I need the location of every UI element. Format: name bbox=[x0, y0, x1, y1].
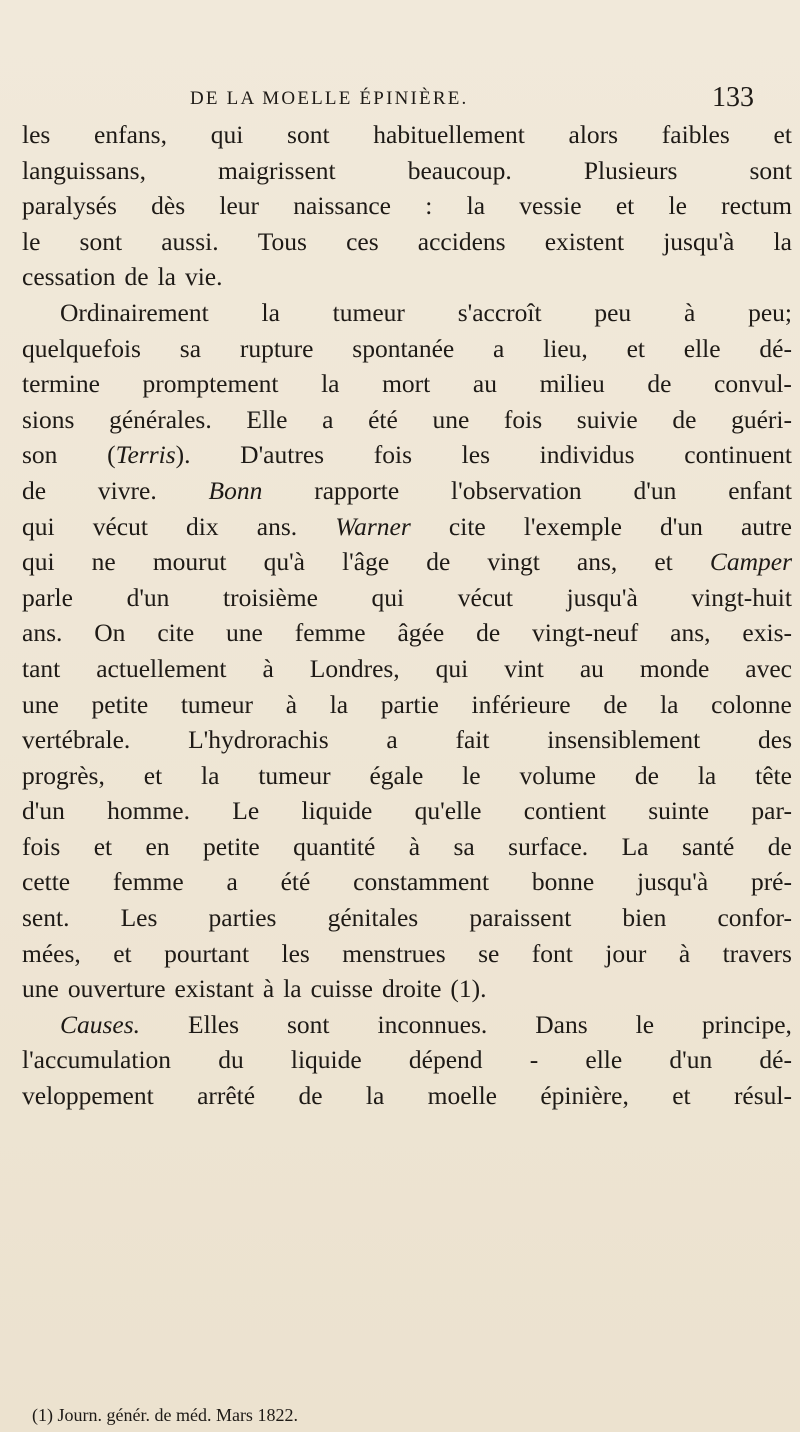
word: : bbox=[425, 191, 433, 221]
word: de bbox=[672, 404, 697, 434]
word: une bbox=[22, 974, 59, 1004]
word: se bbox=[478, 938, 500, 968]
author-name-camper: Camper bbox=[709, 547, 792, 577]
word: sont bbox=[749, 155, 792, 185]
word: santé bbox=[681, 831, 735, 861]
word: liquide bbox=[290, 1045, 362, 1075]
word: peu; bbox=[748, 297, 792, 327]
word: et bbox=[773, 120, 792, 149]
word: habituellement bbox=[373, 120, 525, 149]
word: L'hydrorachis bbox=[188, 725, 329, 755]
word: vécut bbox=[92, 511, 148, 541]
word: la bbox=[321, 369, 340, 399]
text-line bbox=[22, 722, 792, 758]
word: la bbox=[660, 689, 679, 719]
running-title: DE LA MOELLE ÉPINIÈRE. bbox=[190, 88, 469, 109]
word: bien bbox=[622, 903, 667, 933]
word: existent bbox=[544, 226, 625, 256]
text-line bbox=[22, 971, 792, 1007]
word: ). bbox=[175, 440, 191, 470]
word: qui bbox=[210, 120, 244, 149]
author-name-terris: Terris bbox=[115, 440, 176, 470]
word: d'un bbox=[22, 796, 65, 826]
word: confor- bbox=[717, 903, 792, 933]
citation bbox=[107, 437, 190, 473]
word: une bbox=[22, 689, 59, 719]
word: qui bbox=[435, 653, 469, 683]
word: vie. bbox=[184, 262, 223, 292]
word: fois bbox=[22, 831, 61, 861]
word: ans, bbox=[670, 618, 711, 648]
word: a bbox=[386, 725, 398, 755]
word: générales. bbox=[109, 404, 212, 434]
word: été bbox=[368, 404, 398, 434]
word: âgée bbox=[397, 618, 445, 648]
word: s'accroît bbox=[457, 297, 542, 327]
word: monde bbox=[639, 653, 710, 683]
word: bonne bbox=[531, 867, 595, 897]
word: contient bbox=[523, 796, 606, 826]
text-line bbox=[22, 864, 792, 900]
word: suinte bbox=[648, 796, 710, 826]
word: fois bbox=[373, 440, 412, 470]
text-line bbox=[22, 188, 792, 224]
word: qu'elle bbox=[414, 796, 482, 826]
word: sions bbox=[22, 404, 75, 434]
word: quantité bbox=[293, 831, 376, 861]
word: jusqu'à bbox=[636, 867, 709, 897]
word: à bbox=[678, 938, 691, 968]
word: petite bbox=[203, 831, 260, 861]
word: l'exemple bbox=[523, 511, 622, 541]
word: vessie bbox=[519, 191, 582, 221]
word: individus bbox=[539, 440, 635, 470]
text-line bbox=[22, 437, 792, 473]
word: sent. bbox=[22, 903, 70, 933]
text-line bbox=[22, 1042, 792, 1078]
word: de bbox=[22, 475, 47, 505]
word: d'un bbox=[126, 582, 170, 612]
word: D'autres bbox=[240, 440, 325, 470]
word: la bbox=[365, 1081, 385, 1111]
text-line bbox=[22, 295, 792, 331]
word: cessation bbox=[22, 262, 116, 292]
word: a bbox=[226, 867, 238, 897]
word: faibles bbox=[661, 120, 730, 149]
word: petite bbox=[91, 689, 149, 719]
section-heading-causes: Causes. bbox=[60, 1009, 141, 1039]
word: a bbox=[322, 404, 334, 434]
word: la bbox=[329, 689, 349, 719]
word: Ordinairement bbox=[60, 297, 209, 327]
word: une bbox=[226, 618, 263, 648]
word: le bbox=[635, 1009, 655, 1039]
word: existant bbox=[174, 974, 254, 1004]
word: font bbox=[531, 938, 573, 968]
word: aussi. bbox=[161, 226, 219, 256]
footnote-reference: (1). bbox=[450, 974, 487, 1004]
body-text bbox=[22, 117, 792, 1114]
word: colonne bbox=[711, 689, 792, 719]
word: et bbox=[672, 1081, 691, 1111]
word: ( bbox=[107, 440, 116, 470]
word: parties bbox=[208, 903, 277, 933]
word: tumeur bbox=[180, 689, 254, 719]
text-line bbox=[22, 509, 792, 545]
word: son bbox=[22, 440, 58, 470]
word: et bbox=[113, 938, 132, 968]
word: l'observation bbox=[451, 475, 582, 505]
word: a bbox=[493, 333, 505, 363]
text-line bbox=[22, 259, 792, 295]
word: à bbox=[262, 974, 275, 1004]
word: sont bbox=[79, 226, 123, 256]
word: dé- bbox=[759, 333, 792, 363]
word: moelle bbox=[427, 1081, 497, 1111]
word: qui bbox=[22, 547, 55, 577]
word: femme bbox=[294, 618, 366, 648]
word: promptement bbox=[142, 369, 279, 399]
word: Plusieurs bbox=[583, 155, 678, 185]
word: mourut bbox=[152, 547, 227, 577]
word: et bbox=[654, 547, 673, 577]
text-line bbox=[22, 615, 792, 651]
word: génitales bbox=[327, 903, 419, 933]
word: Le bbox=[232, 796, 260, 826]
word: cite bbox=[157, 618, 195, 648]
word: l'accumulation bbox=[22, 1045, 172, 1075]
word: ans, bbox=[576, 547, 618, 577]
word: les bbox=[281, 938, 310, 968]
word: de bbox=[298, 1081, 323, 1111]
word: guéri- bbox=[731, 404, 792, 434]
word: dépend bbox=[408, 1045, 483, 1075]
word: milieu bbox=[539, 369, 605, 399]
word: ouverture bbox=[67, 974, 166, 1004]
word: naissance bbox=[293, 191, 392, 221]
text-line bbox=[22, 366, 792, 402]
word: dé- bbox=[759, 1045, 792, 1075]
word: qu'à bbox=[263, 547, 305, 577]
word: la bbox=[773, 226, 792, 256]
word: vint bbox=[504, 653, 544, 683]
word: jusqu'à bbox=[663, 226, 735, 256]
word: au bbox=[579, 653, 604, 683]
word: et bbox=[615, 191, 635, 221]
word: sa bbox=[453, 831, 475, 861]
word: quelquefois bbox=[22, 333, 141, 363]
page-number: 133 bbox=[712, 82, 754, 113]
word: rapporte bbox=[314, 475, 400, 505]
word: la bbox=[697, 760, 717, 790]
word: les bbox=[22, 120, 51, 149]
word: à bbox=[262, 653, 274, 683]
word: une bbox=[432, 404, 470, 434]
word: cuisse bbox=[310, 974, 373, 1004]
word: inconnues. bbox=[377, 1009, 488, 1039]
word: cite bbox=[448, 511, 486, 541]
word: mort bbox=[382, 369, 431, 399]
word: sont bbox=[287, 120, 330, 149]
text-line bbox=[22, 651, 792, 687]
word: vingt bbox=[487, 547, 540, 577]
word: elle bbox=[585, 1045, 623, 1075]
word: leur bbox=[219, 191, 260, 221]
word: beaucoup. bbox=[407, 155, 512, 185]
word: tumeur bbox=[332, 297, 405, 327]
word: des bbox=[758, 725, 792, 755]
author-name-bonn: Bonn bbox=[208, 475, 263, 505]
word: surface. bbox=[508, 831, 589, 861]
word: vécut bbox=[457, 582, 513, 612]
word: à bbox=[683, 297, 696, 327]
word: rupture bbox=[239, 333, 314, 363]
word: La bbox=[621, 831, 649, 861]
word: accidens bbox=[417, 226, 506, 256]
word: constamment bbox=[353, 867, 490, 897]
word: continuent bbox=[684, 440, 792, 470]
word: inférieure bbox=[471, 689, 571, 719]
text-line bbox=[22, 402, 792, 438]
word: cette bbox=[22, 867, 71, 897]
text-line bbox=[22, 117, 792, 153]
word: menstrues bbox=[342, 938, 446, 968]
text-line bbox=[22, 687, 792, 723]
word: de bbox=[426, 547, 451, 577]
word: ces bbox=[346, 226, 379, 256]
word: en bbox=[145, 831, 170, 861]
word: tant bbox=[22, 653, 61, 683]
text-line bbox=[22, 544, 792, 580]
word: vingt-neuf bbox=[532, 618, 639, 648]
word: enfans, bbox=[94, 120, 167, 149]
word: - bbox=[529, 1045, 539, 1075]
word: d'un bbox=[660, 511, 703, 541]
word: exis- bbox=[742, 618, 792, 648]
word: d'un bbox=[633, 475, 677, 505]
word: Tous bbox=[257, 226, 307, 256]
word: pourtant bbox=[164, 938, 250, 968]
text-line bbox=[22, 936, 792, 972]
word: liquide bbox=[301, 796, 373, 826]
word: rectum bbox=[721, 191, 792, 221]
running-head bbox=[0, 82, 800, 118]
word: droite bbox=[381, 974, 442, 1004]
word: par- bbox=[751, 796, 792, 826]
word: On bbox=[94, 618, 126, 648]
word: sa bbox=[179, 333, 202, 363]
word: veloppement bbox=[22, 1081, 154, 1111]
word: Les bbox=[120, 903, 158, 933]
word: le bbox=[462, 760, 481, 790]
word: sont bbox=[287, 1009, 330, 1039]
word: paraissent bbox=[469, 903, 572, 933]
word: d'un bbox=[669, 1045, 713, 1075]
word: dès bbox=[151, 191, 186, 221]
text-line bbox=[22, 829, 792, 865]
word: spontanée bbox=[352, 333, 455, 363]
word: ne bbox=[91, 547, 116, 577]
word: les bbox=[461, 440, 490, 470]
word: résul- bbox=[733, 1081, 792, 1111]
text-line bbox=[22, 793, 792, 829]
text-line bbox=[22, 1007, 792, 1043]
word: maigrissent bbox=[218, 155, 336, 185]
word: la bbox=[466, 191, 486, 221]
word: suivie bbox=[576, 404, 638, 434]
word: Elles bbox=[188, 1009, 240, 1039]
word: vingt-huit bbox=[691, 582, 792, 612]
text-line bbox=[22, 900, 792, 936]
text-line bbox=[22, 758, 792, 794]
word: travers bbox=[722, 938, 792, 968]
word: peu bbox=[594, 297, 632, 327]
word: l'âge bbox=[342, 547, 390, 577]
word: parle bbox=[22, 582, 73, 612]
word: de bbox=[634, 760, 659, 790]
word: vertébrale. bbox=[22, 725, 131, 755]
word: homme. bbox=[107, 796, 191, 826]
word: lieu, bbox=[543, 333, 588, 363]
word: insensiblement bbox=[547, 725, 701, 755]
word: de bbox=[603, 689, 628, 719]
word: le bbox=[22, 226, 41, 256]
word: la bbox=[157, 262, 176, 292]
word: qui bbox=[371, 582, 405, 612]
word: termine bbox=[22, 369, 100, 399]
footnote: (1) Journ. génér. de méd. Mars 1822. bbox=[32, 1405, 298, 1425]
word: femme bbox=[112, 867, 184, 897]
word: la bbox=[201, 760, 220, 790]
word: mées, bbox=[22, 938, 81, 968]
word: partie bbox=[380, 689, 439, 719]
word: qui bbox=[22, 511, 55, 541]
word: tumeur bbox=[258, 760, 331, 790]
word: au bbox=[472, 369, 497, 399]
word: de bbox=[124, 262, 149, 292]
word: languissans, bbox=[22, 155, 146, 185]
word: avec bbox=[745, 653, 792, 683]
word: jusqu'à bbox=[566, 582, 638, 612]
word: de bbox=[476, 618, 501, 648]
word: égale bbox=[369, 760, 424, 790]
word: paralysés bbox=[22, 191, 117, 221]
word: et bbox=[93, 831, 113, 861]
word: de bbox=[767, 831, 792, 861]
word: tête bbox=[755, 760, 792, 790]
word: autre bbox=[740, 511, 792, 541]
word: fois bbox=[503, 404, 543, 434]
word: Elle bbox=[246, 404, 288, 434]
word: pré- bbox=[750, 867, 792, 897]
word: épinière, bbox=[540, 1081, 629, 1111]
word: dix bbox=[186, 511, 219, 541]
word: vivre. bbox=[97, 475, 157, 505]
text-line bbox=[22, 153, 792, 189]
word: de bbox=[647, 369, 672, 399]
word: été bbox=[280, 867, 311, 897]
word: du bbox=[218, 1045, 244, 1075]
word: fait bbox=[455, 725, 490, 755]
word: enfant bbox=[728, 475, 792, 505]
word: le bbox=[668, 191, 687, 221]
word: arrêté bbox=[197, 1081, 256, 1111]
word: volume bbox=[519, 760, 596, 790]
word: Londres, bbox=[309, 653, 400, 683]
word: ans. bbox=[256, 511, 298, 541]
word: à bbox=[285, 689, 298, 719]
word: et bbox=[143, 760, 163, 790]
word: la bbox=[283, 974, 302, 1004]
word: actuellement bbox=[96, 653, 227, 683]
word: principe, bbox=[702, 1009, 792, 1039]
word: alors bbox=[568, 120, 619, 149]
text-line bbox=[22, 580, 792, 616]
word: à bbox=[408, 831, 421, 861]
word: elle bbox=[683, 333, 721, 363]
word: progrès, bbox=[22, 760, 105, 790]
text-line bbox=[22, 473, 792, 509]
word: la bbox=[261, 297, 280, 327]
word: et bbox=[626, 333, 645, 363]
word: jour bbox=[605, 938, 647, 968]
text-line bbox=[22, 331, 792, 367]
word: Dans bbox=[535, 1009, 588, 1039]
text-line bbox=[22, 224, 792, 260]
word: ans. bbox=[22, 618, 63, 648]
word: convul- bbox=[714, 369, 792, 399]
word: troisième bbox=[223, 582, 318, 612]
author-name-warner: Warner bbox=[335, 511, 411, 541]
text-line bbox=[22, 1078, 792, 1114]
